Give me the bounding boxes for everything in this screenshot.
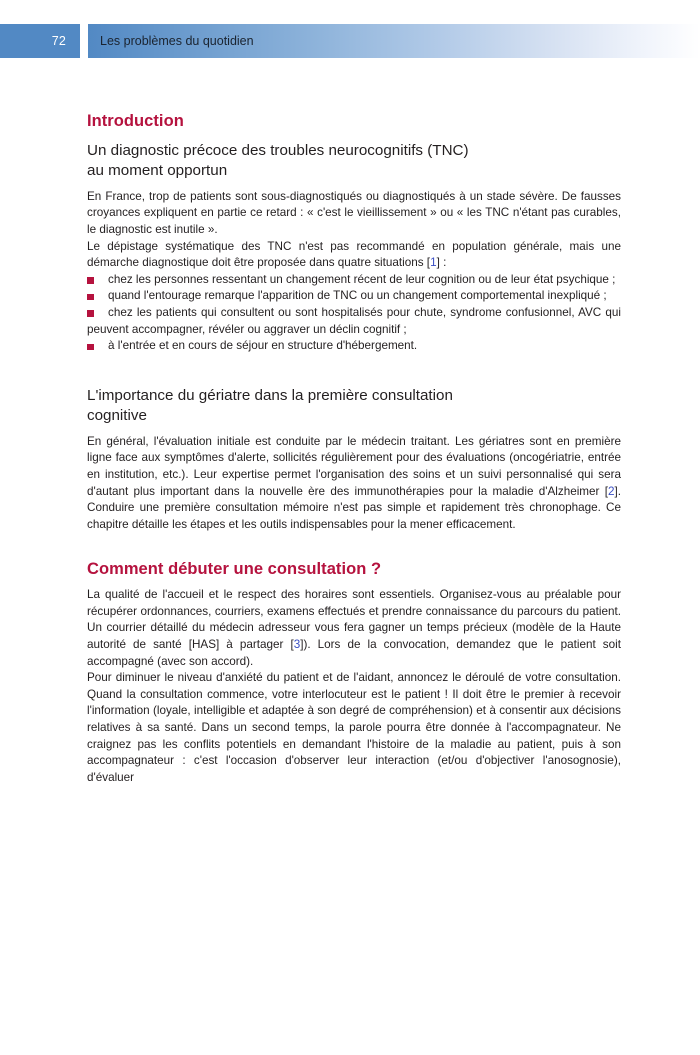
bullet-square-icon [87, 294, 94, 301]
heading-introduction: Introduction [87, 112, 184, 130]
paragraph-geriatre [87, 434, 621, 534]
list-item-text: chez les personnes ressentant un changement récent de leur cognition ou de leur état psychique ; [108, 272, 616, 286]
bullet-list-situations [87, 272, 621, 355]
list-item-text: chez les patients qui consultent ou sont hospitalisés pour chute, syndrome confusionnel, AVC qui peuvent accompagner, révéler ou aggraver un déclin cognitif ; [87, 305, 621, 336]
paragraph-intro-2-text-after-ref: ] : [436, 256, 447, 270]
page-running-header [0, 24, 700, 58]
paragraph-consultation-1-text-before-ref: La qualité de l'accueil et le respect des horaires sont essentiels. Organisez-vous au préalable pour récupérer ordonnances, courriers, examens effectués et prendre connaissance du parcours du patient. Un courrier détaillé du médecin adresseur vous fera gagner un temps précieux (modèle de la Haute autorité de santé [HAS] à partager [ [87, 588, 621, 651]
folio-block [0, 24, 80, 58]
paragraph-geriatre-text-after-ref: ]. Conduire une première consultation mémoire n'est pas simple et rapidement très chronophage. Ce chapitre détaille les étapes et les outils indispensables pour la mener efficacement. [87, 484, 621, 531]
list-item-text: à l'entrée et en cours de séjour en structure d'hébergement. [108, 339, 418, 353]
page-number: 72 [51, 34, 66, 48]
list-item [87, 338, 621, 355]
bullet-square-icon [87, 277, 94, 284]
spacer [87, 355, 621, 386]
heading-comment-debuter: Comment débuter une consultation ? [87, 560, 382, 579]
bullet-square-icon [87, 310, 94, 317]
page-content [87, 112, 621, 786]
paragraph-intro-1: En France, trop de patients sont sous-diagnostiqués ou diagnostiqués à un stade sévère. De fausses croyances expliquent en partie ce retard : « c'est le vieillissement » ou « les TNC n'étant pas curables, le diagnostic est inutile ». [87, 189, 621, 237]
list-item [87, 288, 621, 305]
reference-1[interactable]: 1 [430, 256, 437, 270]
running-title: Les problèmes du quotidien [100, 34, 254, 48]
spacer [87, 533, 621, 560]
reference-3[interactable]: 3 [293, 637, 301, 651]
paragraph-consultation-2: Pour diminuer le niveau d'anxiété du patient et de l'aidant, annoncez le déroulé de votre consultation. Quand la consultation commence, votre interlocuteur est le patient ! Il doit être le premier à recevoir l'information (loyale, intelligible et adaptée à son degré de compréhension) et à consentir aux décisions relatives à sa santé. Dans un second temps, la parole pourra être donnée à l'accompagnateur. Ne craignez pas les conflits potentiels en demandant l'histoire de la maladie au patient, puis à son accompagnateur : c'est l'occasion d'observer leur interaction (et/ou d'objectiver l'anosognosie), d'évaluer [87, 671, 621, 784]
reference-2[interactable]: 2 [607, 484, 615, 498]
subheading-line-2: au moment opportun [87, 162, 228, 180]
paragraph-geriatre-text-before-ref: En général, l'évaluation initiale est conduite par le médecin traitant. Les gériatres sont en première ligne face aux symptômes d'alerte, sollicités régulièrement pour des évaluations (oncogériatrie, entrée en institution, etc.). Leur expertise permet l'organisation des soins et un suivi personnalisé qui sera d'autant plus important dans la nouvelle ère des immunothérapies pour la maladie d'Alzheimer [ [87, 434, 621, 498]
subheading-line-1: L'importance du gériatre dans la première consultation [87, 386, 453, 404]
subheading-line-2: cognitive [87, 407, 147, 425]
subheading-diagnostic-precoce [87, 141, 621, 182]
bullet-square-icon [87, 344, 94, 351]
subheading-importance-geriatre [87, 386, 621, 427]
paragraph-consultation-1 [87, 587, 621, 670]
list-item-text: quand l'entourage remarque l'apparition de TNC ou un changement comportemental inexpliqué ; [108, 289, 607, 303]
list-item [87, 305, 621, 338]
running-title-band [88, 24, 700, 58]
paragraph-consultation-1-text-after-ref: ]). Lors de la convocation, demandez que le patient soit accompagné (avec son accord). [87, 637, 621, 668]
list-item [87, 272, 621, 289]
paragraph-intro-2-text-before-ref: Le dépistage systématique des TNC n'est pas recommandé en population générale, mais une démarche diagnostique doit être proposée dans quatre situations [ [87, 239, 621, 270]
paragraph-intro-2 [87, 239, 621, 272]
subheading-line-1: Un diagnostic précoce des troubles neurocognitifs (TNC) [87, 141, 469, 159]
